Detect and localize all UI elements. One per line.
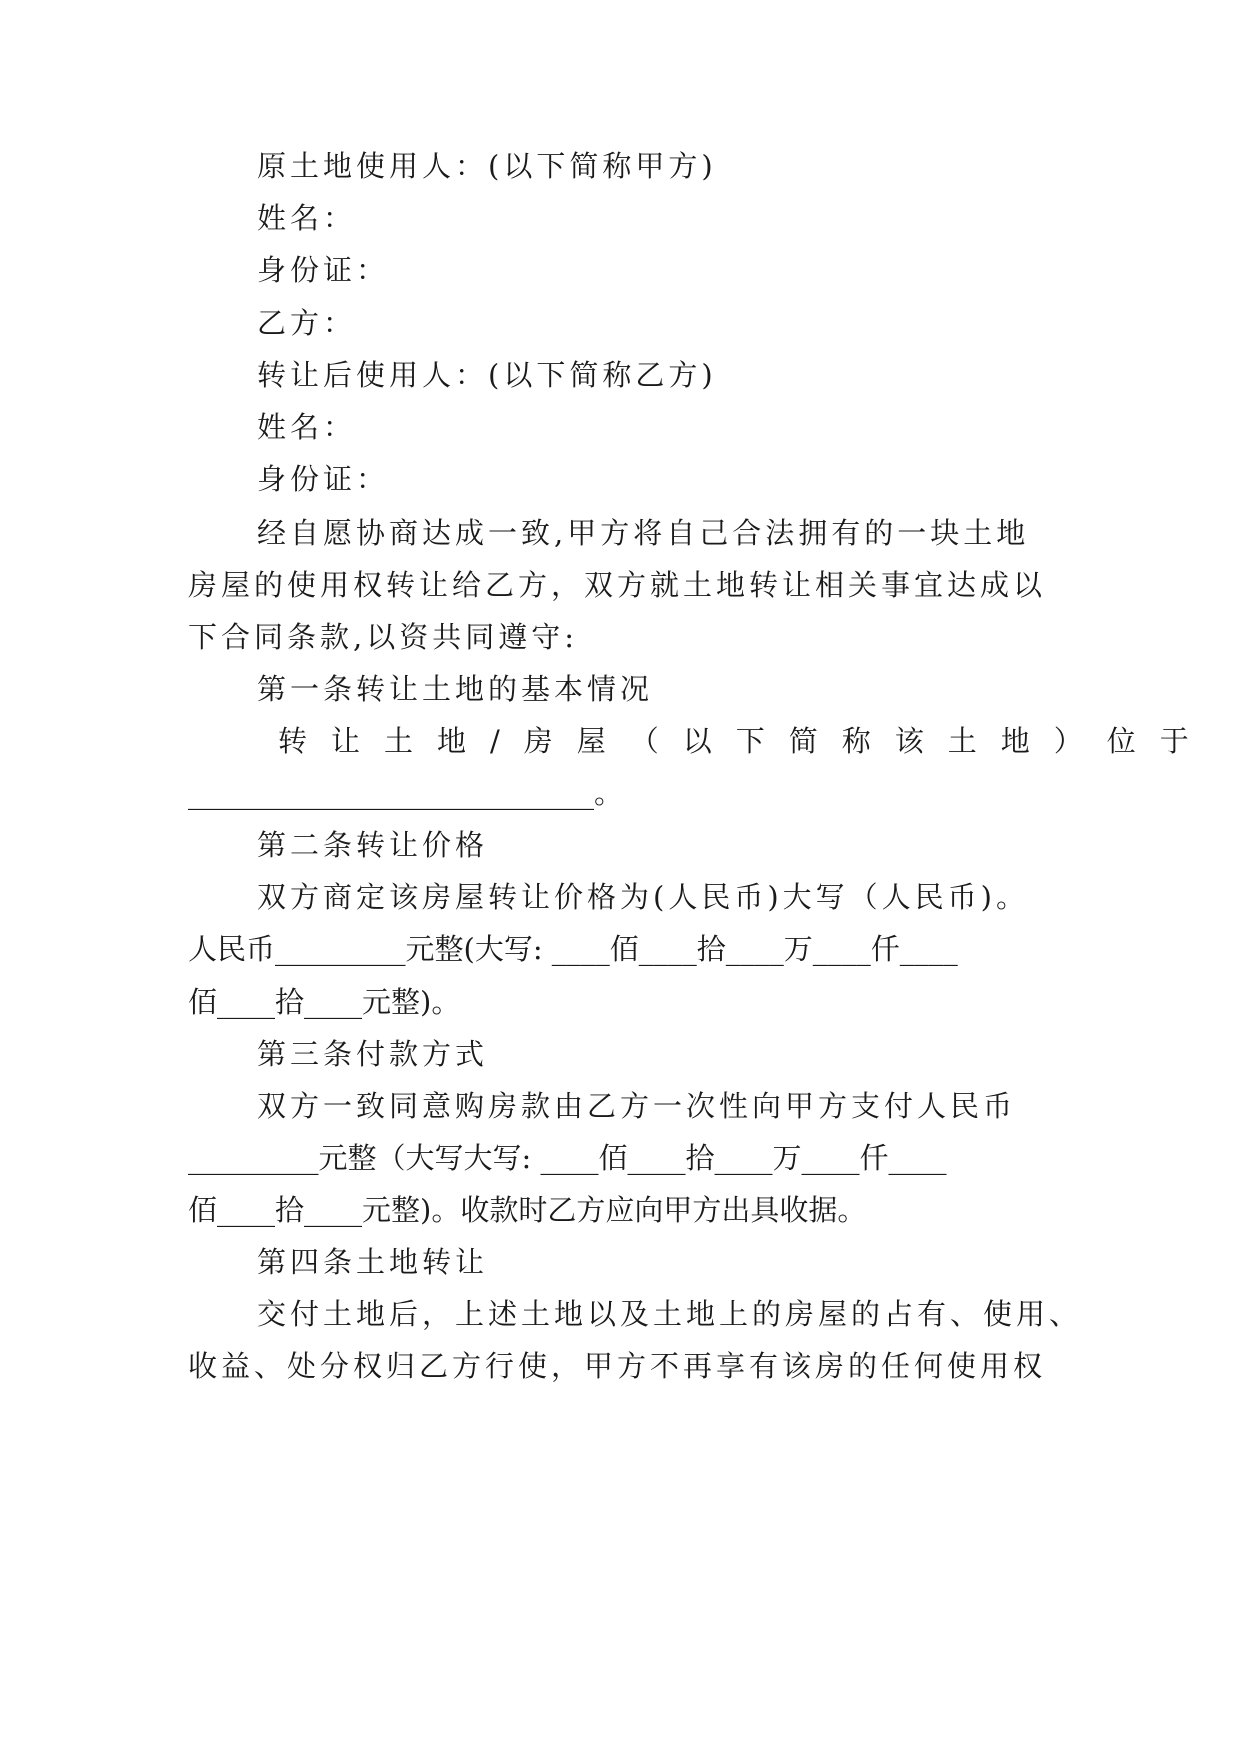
party-a-header: 原土地使用人：(以下简称甲方) — [257, 149, 717, 183]
intro-paragraph-line-2: 房屋的使用权转让给乙方，双方就土地转让相关事宜达成以 — [188, 568, 1047, 602]
article-2-heading: 第二条转让价格 — [257, 828, 489, 862]
article-4-line-1: 交付土地后，上述土地以及土地上的房屋的占有、使用、 — [257, 1297, 1083, 1331]
intro-paragraph-line-1: 经自愿协商达成一致,甲方将自己合法拥有的一块土地 — [257, 516, 1030, 550]
article-1-location-line: 转让土地/房屋（以下简称该土地）位于 — [278, 724, 1213, 758]
article-1-location-blank: ____________________________。 — [188, 776, 624, 810]
article-2-amount-line: 人民币_________元整(大写: ____佰____拾____万____仟____ — [188, 932, 958, 966]
article-4-line-2: 收益、处分权归乙方行使，甲方不再享有该房的任何使用权 — [188, 1349, 1047, 1383]
party-a-id-label: 身份证： — [257, 253, 390, 287]
party-a-name-label: 姓名： — [257, 201, 357, 235]
article-2-amount-line-2: 佰____拾____元整)。 — [188, 985, 461, 1019]
party-b-header: 转让后使用人：(以下简称乙方) — [257, 358, 717, 392]
article-4-heading: 第四条土地转让 — [257, 1245, 489, 1279]
article-1-heading: 第一条转让土地的基本情况 — [257, 672, 654, 706]
party-b-label: 乙方： — [257, 306, 357, 340]
article-2-price-line: 双方商定该房屋转让价格为(人民币)大写（人民币)。 — [257, 880, 1029, 914]
article-3-payment-line: 双方一致同意购房款由乙方一次性向甲方支付人民币 — [257, 1089, 1017, 1123]
party-b-name-label: 姓名： — [257, 410, 357, 444]
article-3-amount-line-2: 佰____拾____元整)。收款时乙方应向甲方出具收据。 — [188, 1193, 867, 1227]
article-3-heading: 第三条付款方式 — [257, 1037, 489, 1071]
intro-paragraph-line-3: 下合同条款,以资共同遵守: — [188, 620, 578, 654]
article-3-amount-line: _________元整（大写大写: ____佰____拾____万____仟____ — [188, 1141, 947, 1175]
party-b-id-label: 身份证： — [257, 462, 390, 496]
